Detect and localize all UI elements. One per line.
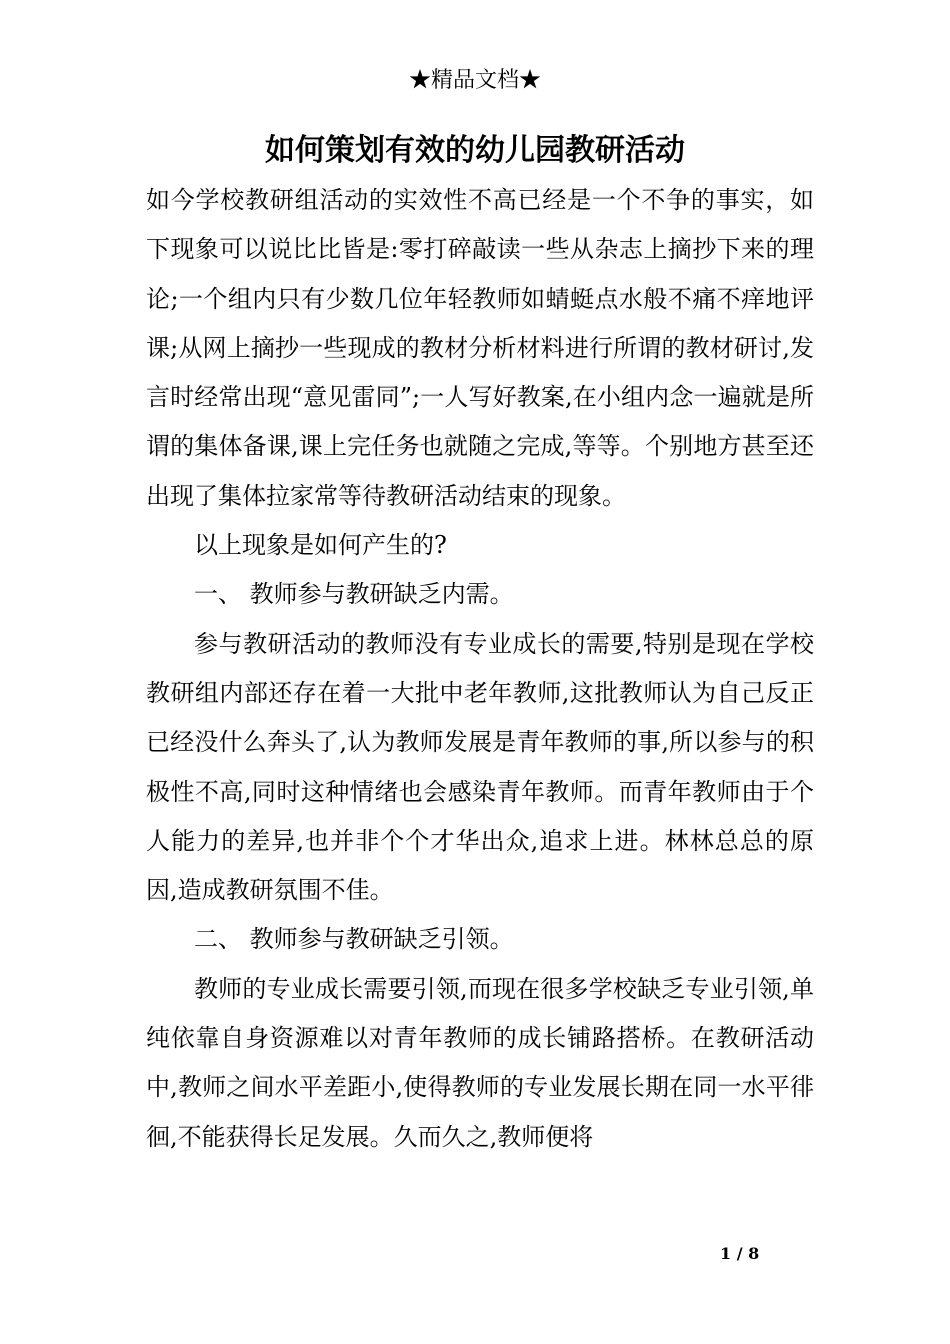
document-header: ★精品文档★	[408, 68, 541, 93]
paragraph-question: 以上现象是如何产生的?	[194, 531, 447, 560]
paragraph-intro: 如今学校教研组活动的实效性不高已经是一个不争的事实，如下现象可以说比比皆是:零打碎敲读一些从杂志上摘抄下来的理论;一个组内只有少数几位年轻教师如蜻蜓点水般不痛不痒地评课;从网上摘抄一些现成的教材分析材料进行所谓的教材研讨,发言时经常出现“意见雷同”;一人写好教案,在小组内念一遍就是所谓的集体备课,课上完任务也就随之完成,等等。个别地方甚至还出现了集体拉家常等待教研活动结束的现象。	[146, 186, 814, 510]
section-heading-2: 二、 教师参与教研缺乏引领。	[194, 925, 514, 954]
paragraph-section-1: 参与教研活动的教师没有专业成长的需要,特别是现在学校教研组内部还存在着一大批中老年教师,这批教师认为自己反正已经没什么奔头了,认为教师发展是青年教师的事,所以参与的积极性不高,同时这种情绪也会感染青年教师。而青年教师由于个人能力的差异,也并非个个才华出众,追求上进。林林总总的原因,造成教研氛围不佳。	[146, 629, 814, 905]
document-body	[146, 176, 814, 1162]
section-heading-1: 一、 教师参与教研缺乏内需。	[194, 580, 514, 609]
page-number: 1 / 8	[720, 1244, 760, 1263]
document-title: 如何策划有效的幼儿园教研活动	[265, 133, 685, 168]
paragraph-section-2: 教师的专业成长需要引领,而现在很多学校缺乏专业引领,单纯依靠自身资源难以对青年教师的成长铺路搭桥。在教研活动中,教师之间水平差距小,使得教师的专业发展长期在同一水平徘徊,不能获得长足发展。久而久之,教师便将	[146, 974, 814, 1151]
